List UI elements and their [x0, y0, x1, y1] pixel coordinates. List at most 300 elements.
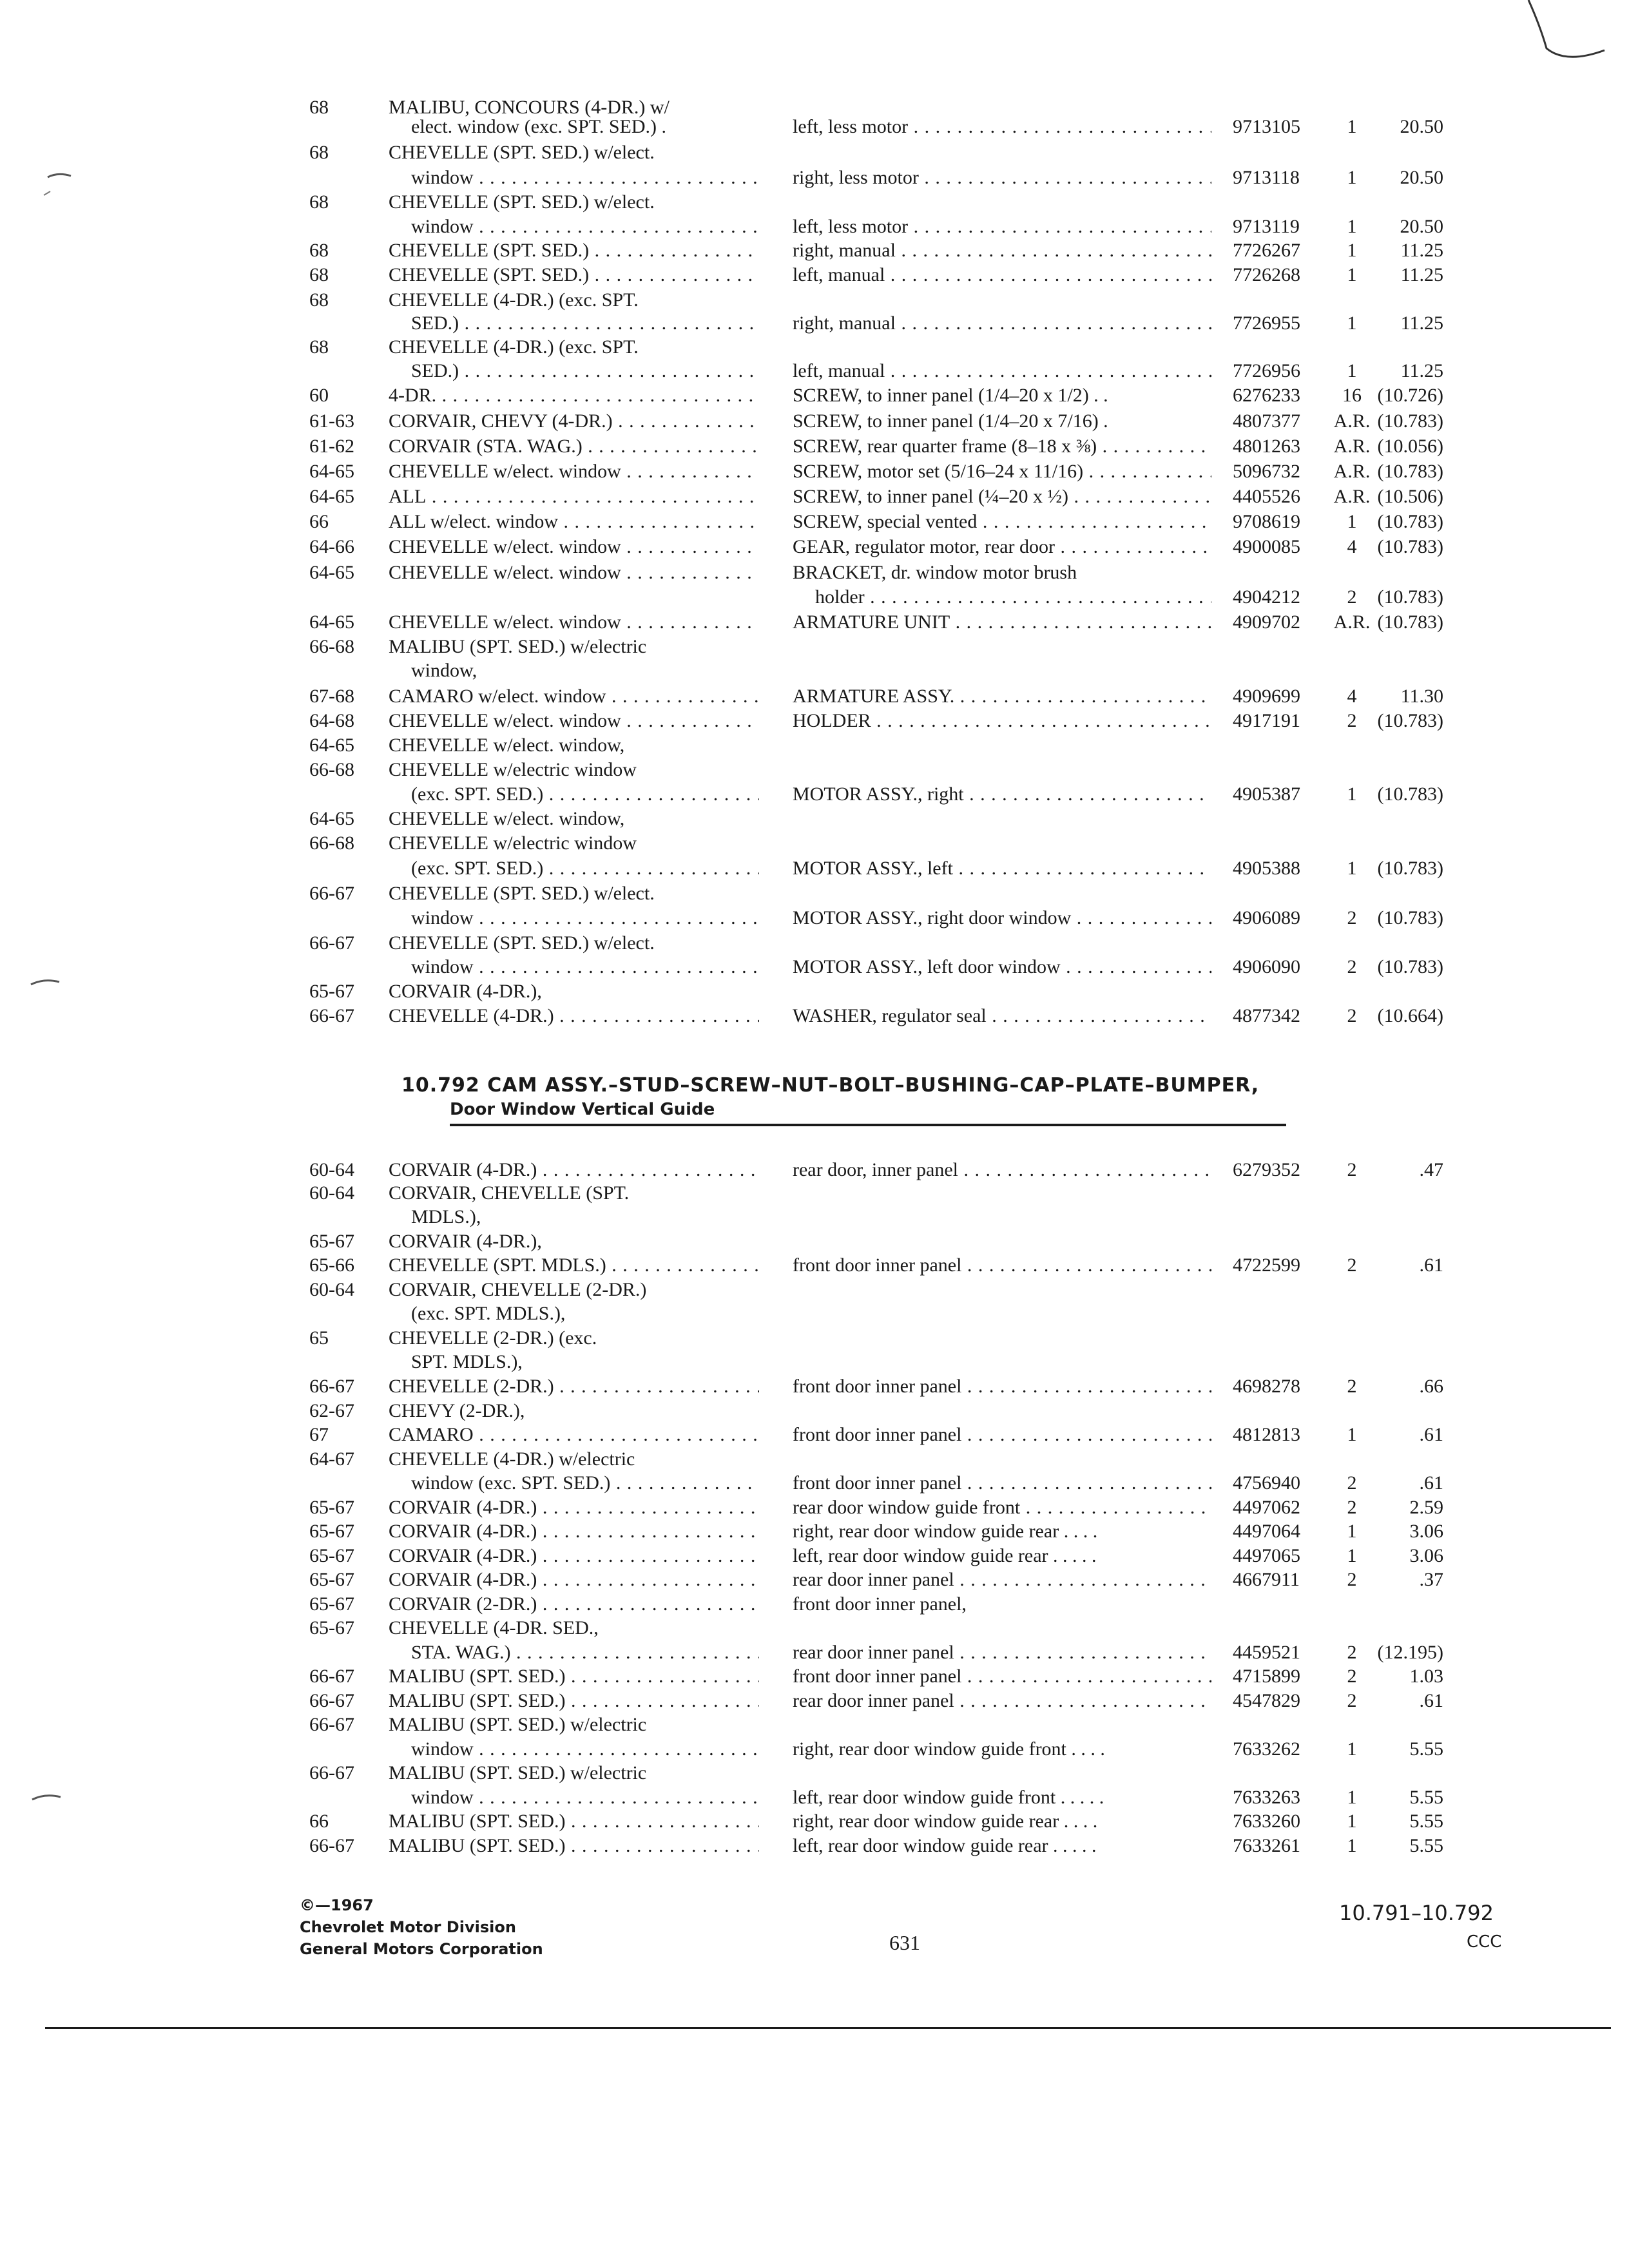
part-number-cell: 4905387 [1233, 783, 1300, 805]
table-row [0, 140, 1629, 165]
description-cell: SCREW, to inner panel (¼–20 x ½) . . . [793, 485, 1211, 509]
price-cell: .61 [1419, 1254, 1443, 1276]
model-cell: CHEVELLE w/elect. window . . . [389, 535, 759, 559]
description-cell: GEAR, regulator motor, rear door . . . [793, 535, 1211, 559]
year-cell: 60-64 [309, 1279, 354, 1300]
quantity-cell: 2 [1347, 1666, 1357, 1687]
year-cell: 64-65 [309, 735, 354, 756]
description-cell: front door inner panel . . . [793, 1423, 1211, 1447]
model-cell: CHEVELLE w/elect. window . . . [389, 709, 759, 733]
year-cell: 66-67 [309, 883, 354, 904]
quantity-cell: 1 [1347, 783, 1357, 805]
part-number-cell: 4715899 [1233, 1666, 1300, 1687]
quantity-cell: 2 [1347, 1642, 1357, 1663]
model-cell: MDLS.), [411, 1206, 481, 1227]
quantity-cell: 1 [1347, 1811, 1357, 1832]
model-cell: CORVAIR (4-DR.) . . . [389, 1544, 759, 1568]
model-cell: window . . . [411, 1785, 759, 1810]
model-cell: CHEVELLE (SPT. SED.) w/elect. [389, 883, 655, 904]
quantity-cell: 2 [1347, 1690, 1357, 1711]
part-number-cell: 7726956 [1233, 360, 1300, 381]
model-cell: SED.) . . . [411, 311, 759, 336]
part-number-cell: 9713118 [1233, 167, 1300, 188]
year-cell: 67-68 [309, 686, 354, 707]
model-cell: elect. window (exc. SPT. SED.) . [411, 116, 667, 137]
quantity-cell: 1 [1347, 240, 1357, 261]
part-number-cell: 6279352 [1233, 1159, 1300, 1180]
quantity-cell: 1 [1347, 1424, 1357, 1445]
quantity-cell: A.R. [1333, 410, 1371, 432]
model-cell: window . . . [411, 215, 759, 239]
model-cell: CORVAIR (2-DR.) . . . [389, 1592, 759, 1617]
description-cell: front door inner panel . . . [793, 1471, 1211, 1495]
price-cell: .47 [1419, 1159, 1443, 1180]
model-cell: CHEVELLE (4-DR.) . . . [389, 1004, 759, 1028]
model-cell: MALIBU (SPT. SED.) w/electric [389, 1762, 647, 1783]
model-cell: CORVAIR (4-DR.) . . . [389, 1495, 759, 1520]
description-cell: left, less motor . . . [793, 115, 1211, 139]
description-cell: front door inner panel . . . [793, 1664, 1211, 1689]
table-row [0, 1689, 1629, 1713]
quantity-cell: 1 [1347, 360, 1357, 381]
quantity-cell: 2 [1347, 1005, 1357, 1026]
quantity-cell: A.R. [1333, 486, 1371, 507]
year-cell: 64-66 [309, 536, 354, 557]
model-cell: CHEVY (2-DR.), [389, 1400, 525, 1421]
model-cell: MALIBU (SPT. SED.) . . . [389, 1834, 759, 1858]
year-cell: 66-67 [309, 1666, 354, 1687]
part-number-cell: 9708619 [1233, 511, 1300, 532]
table-row [0, 1568, 1629, 1592]
table-row [0, 335, 1629, 360]
quantity-cell: A.R. [1333, 461, 1371, 482]
description-cell: right, less motor . . . [793, 166, 1211, 190]
model-cell: SED.) . . . [411, 359, 759, 383]
part-number-cell: 4497065 [1233, 1545, 1300, 1566]
description-cell: left, rear door window guide rear . . . . . [793, 1545, 1097, 1566]
table-row [0, 1253, 1629, 1278]
description-cell: front door inner panel . . . [793, 1374, 1211, 1399]
footer-corporation: General Motors Corporation [300, 1940, 543, 1958]
table-row [0, 1004, 1629, 1028]
description-cell: ARMATURE ASSY. . . . [793, 684, 1211, 709]
year-cell: 61-63 [309, 410, 354, 432]
year-cell: 65-67 [309, 981, 354, 1002]
table-row [0, 635, 1629, 659]
part-number-cell: 4905388 [1233, 858, 1300, 879]
year-cell: 64-65 [309, 562, 354, 583]
part-number-cell: 7726267 [1233, 240, 1300, 261]
quantity-cell: 1 [1347, 1521, 1357, 1542]
model-cell: CORVAIR, CHEVELLE (SPT. [389, 1182, 630, 1204]
price-cell: (10.664) [1377, 1005, 1443, 1026]
price-cell: (10.783) [1377, 511, 1443, 532]
price-cell: 20.50 [1400, 116, 1443, 137]
table-row [0, 1326, 1629, 1350]
table-row [0, 658, 1629, 683]
table-row [0, 733, 1629, 758]
table-row [0, 535, 1629, 559]
quantity-cell: 1 [1347, 1787, 1357, 1808]
price-cell: (12.195) [1377, 1642, 1443, 1663]
model-cell: CORVAIR (4-DR.) . . . [389, 1158, 759, 1182]
part-number-cell: 9713119 [1233, 216, 1300, 237]
price-cell: 11.25 [1400, 264, 1443, 285]
price-cell: 5.55 [1409, 1738, 1443, 1760]
model-cell: window (exc. SPT. SED.) . . . [411, 1471, 759, 1495]
year-cell: 62-67 [309, 1400, 354, 1421]
year-cell: 65-67 [309, 1617, 354, 1639]
description-cell: ARMATURE UNIT . . . [793, 610, 1211, 635]
quantity-cell: 1 [1347, 116, 1357, 137]
table-row [0, 906, 1629, 930]
year-cell: 66 [309, 1811, 329, 1832]
description-cell: SCREW, to inner panel (1/4–20 x 7/16) . [793, 410, 1108, 432]
description-cell: rear door window guide front . . . [793, 1495, 1211, 1520]
table-row [0, 359, 1629, 383]
year-cell: 65-66 [309, 1254, 354, 1276]
table-row [0, 1229, 1629, 1254]
price-cell: 2.59 [1409, 1497, 1443, 1518]
price-cell: (10.783) [1377, 783, 1443, 805]
part-number-cell: 4877342 [1233, 1005, 1300, 1026]
table-row [0, 510, 1629, 534]
model-cell: MALIBU, CONCOURS (4-DR.) w/ [389, 97, 670, 118]
model-cell: CHEVELLE (SPT. SED.) w/elect. [389, 932, 655, 954]
year-cell: 65-67 [309, 1593, 354, 1615]
quantity-cell: 1 [1347, 216, 1357, 237]
price-cell: 3.06 [1409, 1545, 1443, 1566]
table-row [0, 263, 1629, 287]
table-row [0, 115, 1629, 139]
year-cell: 68 [309, 97, 329, 118]
model-cell: CHEVELLE w/elect. window, [389, 735, 625, 756]
part-number-cell: 4906089 [1233, 907, 1300, 928]
year-cell: 64-65 [309, 611, 354, 633]
model-cell: MALIBU (SPT. SED.) . . . [389, 1689, 759, 1713]
description-cell: HOLDER . . . [793, 709, 1211, 733]
price-cell: (10.783) [1377, 586, 1443, 608]
year-cell: 66-68 [309, 832, 354, 854]
table-row [0, 1616, 1629, 1640]
part-number-cell: 5096732 [1233, 461, 1300, 482]
quantity-cell: 2 [1347, 586, 1357, 608]
table-row [0, 1664, 1629, 1689]
price-cell: 20.50 [1400, 167, 1443, 188]
year-cell: 65-67 [309, 1231, 354, 1252]
model-cell: CHEVELLE w/electric window [389, 759, 637, 780]
part-number-cell: 4900085 [1233, 536, 1300, 557]
part-number-cell: 4917191 [1233, 710, 1300, 731]
price-cell: 5.55 [1409, 1787, 1443, 1808]
description-cell: right, rear door window guide rear . . . . [793, 1811, 1098, 1832]
section-rule [450, 1124, 1286, 1126]
price-cell: .37 [1419, 1569, 1443, 1590]
quantity-cell: 4 [1347, 536, 1357, 557]
model-cell: (exc. SPT. MDLS.), [411, 1303, 566, 1324]
model-cell: CORVAIR (4-DR.), [389, 1231, 542, 1252]
table-row [0, 434, 1629, 459]
price-cell: (10.783) [1377, 710, 1443, 731]
model-cell: MALIBU (SPT. SED.) w/electric [389, 636, 647, 657]
table-row [0, 1423, 1629, 1447]
bottom-rule [45, 2027, 1611, 2029]
table-row [0, 1761, 1629, 1785]
footer-code: CCC [1467, 1932, 1502, 1952]
price-cell: 11.30 [1400, 686, 1443, 707]
part-number-cell: 4801263 [1233, 436, 1300, 457]
price-cell: (10.783) [1377, 410, 1443, 432]
table-row [0, 166, 1629, 190]
year-cell: 66-67 [309, 1690, 354, 1711]
description-cell: left, less motor . . . [793, 215, 1211, 239]
table-row [0, 1374, 1629, 1399]
part-number-cell: 9713105 [1233, 116, 1300, 137]
quantity-cell: 2 [1347, 1159, 1357, 1180]
price-cell: 5.55 [1409, 1811, 1443, 1832]
description-cell: SCREW, special vented . . . [793, 510, 1211, 534]
table-row [0, 709, 1629, 733]
year-cell: 64-65 [309, 808, 354, 829]
table-row [0, 684, 1629, 709]
year-cell: 68 [309, 191, 329, 213]
part-number-cell: 4904212 [1233, 586, 1300, 608]
year-cell: 65 [309, 1327, 329, 1349]
quantity-cell: 2 [1347, 1376, 1357, 1397]
model-cell: CHEVELLE (SPT. SED.) w/elect. [389, 142, 655, 163]
quantity-cell: 2 [1347, 1472, 1357, 1494]
section-heading: 10.792 CAM ASSY.–STUD–SCREW–NUT–BOLT–BUSHING–CAP–PLATE–BUMPER, [401, 1074, 1260, 1097]
table-row [0, 190, 1629, 215]
quantity-cell: 4 [1347, 686, 1357, 707]
model-cell: CAMARO . . . [389, 1423, 759, 1447]
part-number-cell: 7633261 [1233, 1835, 1300, 1856]
price-cell: (10.783) [1377, 461, 1443, 482]
part-number-cell: 7726268 [1233, 264, 1300, 285]
description-cell: front door inner panel, [793, 1593, 967, 1615]
quantity-cell: 1 [1347, 264, 1357, 285]
quantity-cell: 1 [1347, 1835, 1357, 1856]
table-row [0, 1737, 1629, 1762]
description-cell: right, manual . . . [793, 238, 1211, 263]
quantity-cell: A.R. [1333, 611, 1371, 633]
description-cell: rear door, inner panel . . . [793, 1158, 1211, 1182]
table-row [0, 1519, 1629, 1544]
part-number-cell: 4459521 [1233, 1642, 1300, 1663]
model-cell: CHEVELLE w/elect. window . . . [389, 561, 759, 585]
model-cell: window . . . [411, 166, 759, 190]
quantity-cell: 1 [1347, 1738, 1357, 1760]
quantity-cell: A.R. [1333, 436, 1371, 457]
price-cell: .66 [1419, 1376, 1443, 1397]
year-cell: 66-67 [309, 1762, 354, 1783]
part-number-cell: 7633260 [1233, 1811, 1300, 1832]
year-cell: 66-67 [309, 1835, 354, 1856]
table-row [0, 1544, 1629, 1568]
year-cell: 66-68 [309, 759, 354, 780]
table-row [0, 1302, 1629, 1326]
year-cell: 67 [309, 1424, 329, 1445]
year-cell: 65-67 [309, 1497, 354, 1518]
table-row [0, 1495, 1629, 1520]
table-row [0, 459, 1629, 484]
quantity-cell: 2 [1347, 1254, 1357, 1276]
model-cell: CHEVELLE (4-DR. SED., [389, 1617, 599, 1639]
year-cell: 66-67 [309, 932, 354, 954]
model-cell: STA. WAG.) . . . [411, 1640, 759, 1665]
model-cell: SPT. MDLS.), [411, 1351, 523, 1372]
model-cell: CHEVELLE (4-DR.) w/electric [389, 1448, 635, 1470]
year-cell: 68 [309, 142, 329, 163]
part-number-cell: 4906090 [1233, 956, 1300, 977]
footer-division: Chevrolet Motor Division [300, 1918, 516, 1936]
part-number-cell: 7633263 [1233, 1787, 1300, 1808]
quantity-cell: 1 [1347, 312, 1357, 334]
table-row [0, 1713, 1629, 1737]
price-cell: 11.25 [1400, 360, 1443, 381]
description-cell: holder . . . [815, 585, 1211, 610]
model-cell: CHEVELLE w/elect. window . . . [389, 610, 759, 635]
model-cell: CORVAIR (4-DR.) . . . [389, 1519, 759, 1544]
description-cell: MOTOR ASSY., left door window . . . [793, 955, 1211, 979]
model-cell: CORVAIR (4-DR.) . . . [389, 1568, 759, 1592]
year-cell: 66 [309, 511, 329, 532]
price-cell: (10.783) [1377, 956, 1443, 977]
part-number-cell: 4497064 [1233, 1521, 1300, 1542]
description-cell: WASHER, regulator seal . . . [793, 1004, 1211, 1028]
model-cell: CHEVELLE w/electric window [389, 832, 637, 854]
table-row [0, 485, 1629, 509]
quantity-cell: 1 [1347, 167, 1357, 188]
table-row [0, 979, 1629, 1004]
description-cell: left, manual . . . [793, 263, 1211, 287]
model-cell: CHEVELLE w/elect. window . . . [389, 459, 759, 484]
table-row [0, 1447, 1629, 1472]
price-cell: .61 [1419, 1690, 1443, 1711]
year-cell: 68 [309, 289, 329, 311]
description-cell: right, manual . . . [793, 311, 1211, 336]
model-cell: CHEVELLE (SPT. SED.) . . . [389, 238, 759, 263]
table-row [0, 782, 1629, 807]
table-row [0, 1399, 1629, 1423]
description-cell: left, rear door window guide front . . . . . [793, 1787, 1104, 1808]
footer-copyright: ©—1967 [300, 1896, 374, 1914]
table-row [0, 831, 1629, 856]
model-cell: CORVAIR, CHEVELLE (2-DR.) [389, 1279, 647, 1300]
model-cell: CORVAIR (STA. WAG.) . . . [389, 434, 759, 459]
model-cell: CORVAIR, CHEVY (4-DR.) . . . [389, 409, 759, 434]
table-row [0, 1205, 1629, 1229]
year-cell: 60 [309, 385, 329, 406]
model-cell: CHEVELLE (2-DR.) (exc. [389, 1327, 597, 1349]
price-cell: 11.25 [1400, 240, 1443, 261]
section-subheading: Door Window Vertical Guide [450, 1100, 715, 1119]
model-cell: MALIBU (SPT. SED.) w/electric [389, 1714, 647, 1735]
table-row [0, 383, 1629, 408]
year-cell: 60-64 [309, 1159, 354, 1180]
model-cell: ALL . . . [389, 485, 759, 509]
model-cell: CORVAIR (4-DR.), [389, 981, 542, 1002]
year-cell: 65-67 [309, 1545, 354, 1566]
year-cell: 66-67 [309, 1376, 354, 1397]
part-number-cell: 7726955 [1233, 312, 1300, 334]
model-cell: MALIBU (SPT. SED.) . . . [389, 1664, 759, 1689]
year-cell: 68 [309, 336, 329, 358]
model-cell: MALIBU (SPT. SED.) . . . [389, 1809, 759, 1834]
model-cell: window . . . [411, 906, 759, 930]
quantity-cell: 2 [1347, 1569, 1357, 1590]
section-range: 10.791–10.792 [1339, 1901, 1494, 1925]
year-cell: 64-65 [309, 461, 354, 482]
description-cell: SCREW, motor set (5/16–24 x 11/16) . . . [793, 459, 1211, 484]
description-cell: right, rear door window guide rear . . . . [793, 1521, 1098, 1542]
description-cell: front door inner panel . . . [793, 1253, 1211, 1278]
table-row [0, 1158, 1629, 1182]
model-cell: CHEVELLE (4-DR.) (exc. SPT. [389, 336, 639, 358]
table-row [0, 1181, 1629, 1206]
part-number-cell: 4722599 [1233, 1254, 1300, 1276]
table-row [0, 1809, 1629, 1834]
quantity-cell: 1 [1347, 511, 1357, 532]
year-cell: 68 [309, 240, 329, 261]
part-number-cell: 4812813 [1233, 1424, 1300, 1445]
model-cell: window . . . [411, 1737, 759, 1762]
model-cell: CHEVELLE (SPT. SED.) w/elect. [389, 191, 655, 213]
price-cell: (10.783) [1377, 611, 1443, 633]
year-cell: 61-62 [309, 436, 354, 457]
table-row [0, 409, 1629, 434]
model-cell: CHEVELLE (SPT. SED.) . . . [389, 263, 759, 287]
year-cell: 64-65 [309, 486, 354, 507]
table-row [0, 585, 1629, 610]
description-cell: right, rear door window guide front . . . . [793, 1738, 1105, 1760]
description-cell: SCREW, rear quarter frame (8–18 x ⅜) . . . [793, 434, 1211, 459]
table-row [0, 955, 1629, 979]
table-row [0, 1834, 1629, 1858]
year-cell: 66-68 [309, 636, 354, 657]
table-row [0, 881, 1629, 906]
price-cell: 11.25 [1400, 312, 1443, 334]
quantity-cell: 16 [1342, 385, 1362, 406]
quantity-cell: 2 [1347, 907, 1357, 928]
quantity-cell: 2 [1347, 1497, 1357, 1518]
price-cell: (10.506) [1377, 486, 1443, 507]
part-number-cell: 4547829 [1233, 1690, 1300, 1711]
year-cell: 66-67 [309, 1005, 354, 1026]
table-row [0, 1471, 1629, 1495]
part-number-cell: 4497062 [1233, 1497, 1300, 1518]
price-cell: (10.726) [1377, 385, 1443, 406]
price-cell: (10.783) [1377, 907, 1443, 928]
part-number-cell: 4909702 [1233, 611, 1300, 633]
model-cell: window . . . [411, 955, 759, 979]
table-row [0, 807, 1629, 831]
part-number-cell: 7633262 [1233, 1738, 1300, 1760]
quantity-cell: 1 [1347, 858, 1357, 879]
table-row [0, 1785, 1629, 1810]
table-row [0, 288, 1629, 312]
price-cell: 20.50 [1400, 216, 1443, 237]
price-cell: .61 [1419, 1472, 1443, 1494]
year-cell: 68 [309, 264, 329, 285]
year-cell: 64-67 [309, 1448, 354, 1470]
year-cell: 60-64 [309, 1182, 354, 1204]
model-cell: CAMARO w/elect. window . . . [389, 684, 759, 709]
price-cell: (10.056) [1377, 436, 1443, 457]
price-cell: 5.55 [1409, 1835, 1443, 1856]
price-cell: 1.03 [1409, 1666, 1443, 1687]
table-row [0, 610, 1629, 635]
